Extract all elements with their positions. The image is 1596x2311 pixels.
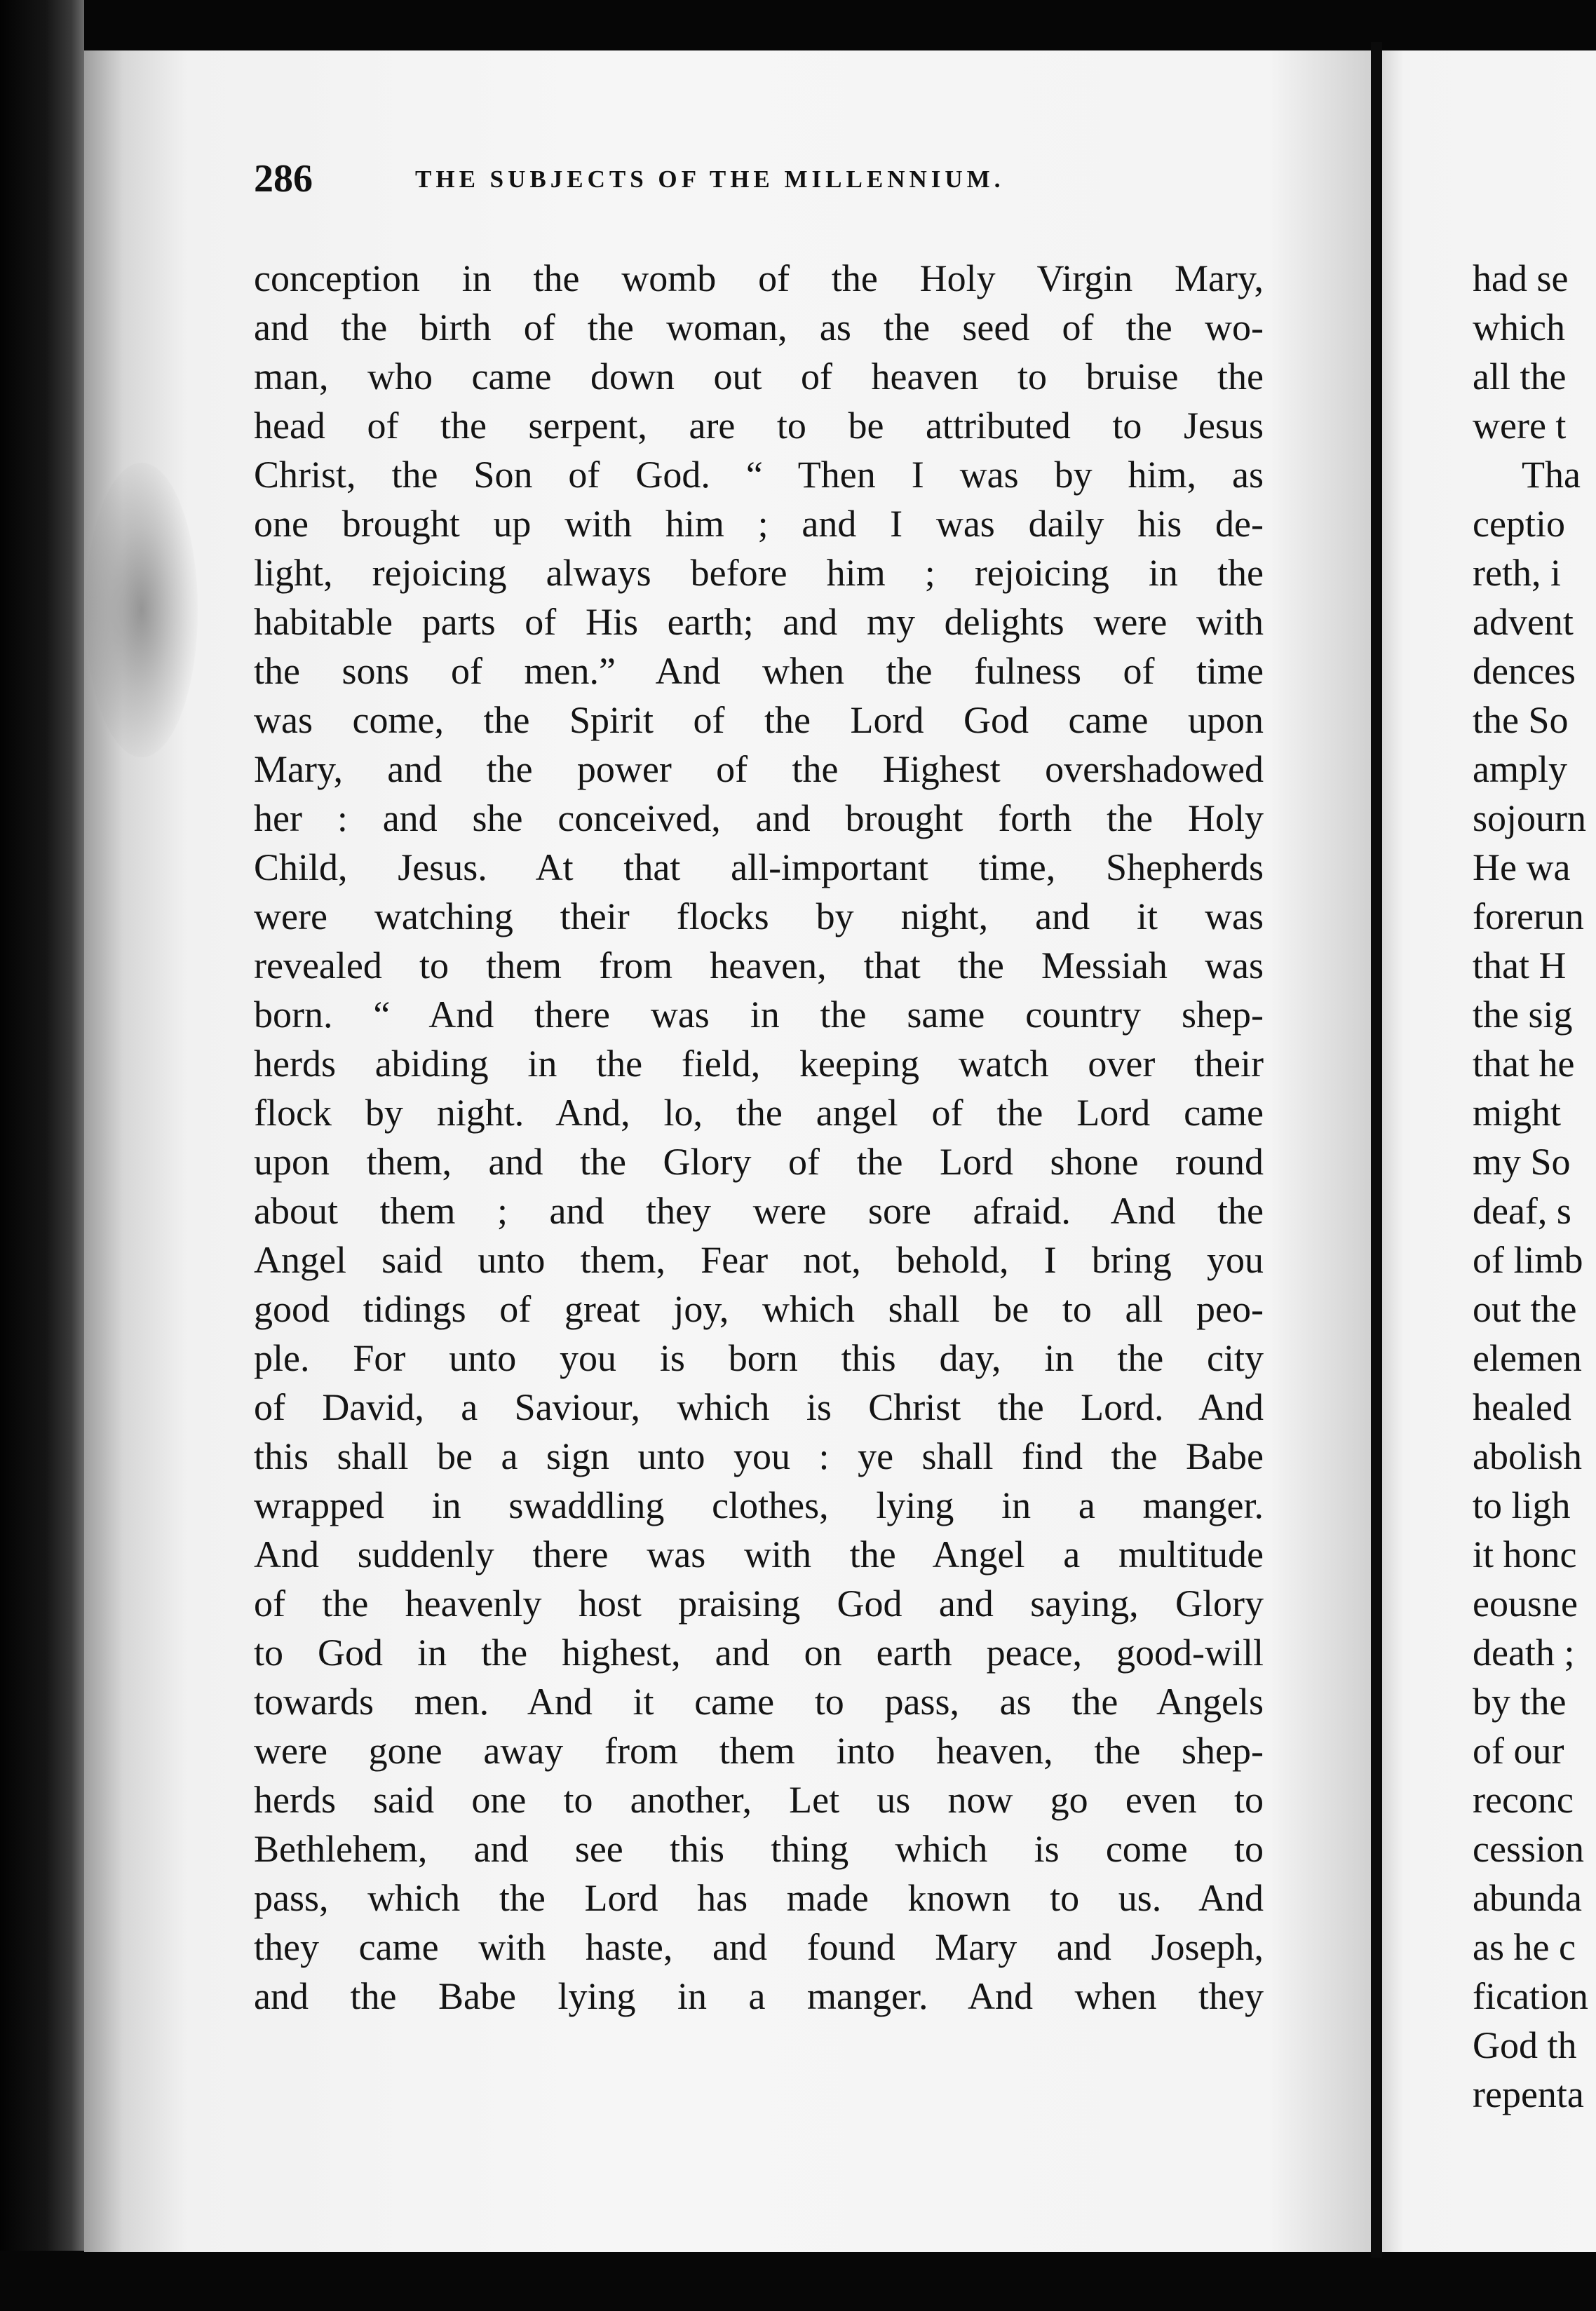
text-line: had se (1473, 257, 1569, 299)
text-line: towards men. And it came to pass, as the Angels (254, 1681, 1264, 1723)
scan-left-border (0, 0, 84, 2311)
text-line: about them ; and they were sore afraid. And the (254, 1190, 1264, 1232)
text-line: out the (1473, 1288, 1577, 1330)
text-line: Child, Jesus. At that all-important time, Shepherds (254, 846, 1264, 888)
text-line: Mary, and the power of the Highest overshadowed (254, 748, 1264, 790)
text-line: ple. For unto you is born this day, in the city (254, 1337, 1264, 1379)
left-column-text (254, 254, 1264, 2021)
text-line: abolish (1473, 1435, 1582, 1477)
text-line: forerun (1473, 895, 1584, 937)
text-line: elemen (1473, 1337, 1582, 1379)
text-line: And suddenly there was with the Angel a multitude (254, 1533, 1264, 1575)
text-line: that H (1473, 944, 1567, 987)
scan-bottom-border (0, 2251, 1596, 2311)
text-line: Angel said unto them, Fear not, behold, I bring you (254, 1239, 1264, 1281)
text-line: pass, which the Lord has made known to us. And (254, 1877, 1264, 1919)
text-line: her : and she conceived, and brought forth the Holy (254, 797, 1264, 839)
text-line: by the (1473, 1681, 1567, 1723)
text-line: death ; (1473, 1632, 1575, 1674)
right-column-text (1473, 254, 1596, 2119)
running-title: THE SUBJECTS OF THE MILLENNIUM. (415, 165, 1005, 193)
text-line: God th (1473, 2024, 1577, 2066)
text-line: repenta (1473, 2073, 1584, 2115)
text-line: of David, a Saviour, which is Christ the Lord. And (254, 1386, 1264, 1428)
text-line: herds said one to another, Let us now go even to (254, 1779, 1264, 1821)
text-line: to ligh (1473, 1484, 1571, 1526)
text-line: He wa (1473, 846, 1571, 888)
text-line: all the (1473, 355, 1567, 398)
text-line: this shall be a sign unto you : ye shall find the Babe (254, 1435, 1264, 1477)
text-line: and the Babe lying in a manger. And when they (254, 1975, 1264, 2017)
text-line: good tidings of great joy, which shall be to all peo- (254, 1288, 1264, 1330)
text-line: fication (1473, 1975, 1588, 2017)
text-line: Bethlehem, and see this thing which is come to (254, 1828, 1264, 1870)
page-number: 286 (254, 157, 313, 201)
text-line: the sons of men.” And when the fulness of time (254, 650, 1264, 692)
book-gutter (1371, 42, 1382, 2258)
text-line: man, who came down out of heaven to bruise the (254, 355, 1264, 398)
text-line: and the birth of the woman, as the seed of the wo- (254, 306, 1264, 348)
text-line: were gone away from them into heaven, the shep- (254, 1730, 1264, 1772)
text-line: abunda (1473, 1877, 1582, 1919)
text-line: of our (1473, 1730, 1564, 1772)
text-line: advent (1473, 601, 1574, 643)
text-line: as he c (1473, 1926, 1576, 1968)
text-line: sojourn (1473, 797, 1586, 839)
text-line: was come, the Spirit of the Lord God came upon (254, 699, 1264, 741)
text-line: wrapped in swaddling clothes, lying in a manger. (254, 1484, 1264, 1526)
text-line: Christ, the Son of God. “ Then I was by him, as (254, 454, 1264, 496)
text-line: revealed to them from heaven, that the Messiah was (254, 944, 1264, 987)
text-line: reconc (1473, 1779, 1574, 1821)
text-line: reth, i (1473, 552, 1561, 594)
text-line: they came with haste, and found Mary and Joseph, (254, 1926, 1264, 1968)
text-line: that he (1473, 1043, 1575, 1085)
text-line: were t (1473, 405, 1567, 447)
text-line: my So (1473, 1141, 1571, 1183)
text-line: the sig (1473, 994, 1573, 1036)
paper-stain (86, 463, 198, 757)
text-line: born. “ And there was in the same country shep- (254, 994, 1264, 1036)
text-line: upon them, and the Glory of the Lord shone round (254, 1141, 1264, 1183)
text-line: habitable parts of His earth; and my delights were with (254, 601, 1264, 643)
text-line: conception in the womb of the Holy Virgin Mary, (254, 257, 1264, 299)
text-line: of limb (1473, 1239, 1583, 1281)
text-line: amply (1473, 748, 1567, 790)
text-line: herds abiding in the field, keeping watch over their (254, 1043, 1264, 1085)
text-line: might (1473, 1092, 1562, 1134)
text-line: head of the serpent, are to be attributed to Jesus (254, 405, 1264, 447)
text-line: flock by night. And, lo, the angel of the Lord came (254, 1092, 1264, 1134)
text-line: ceptio (1473, 503, 1565, 545)
page-header (254, 156, 1264, 202)
text-line: cession (1473, 1828, 1584, 1870)
text-line: it honc (1473, 1533, 1577, 1575)
text-line: were watching their flocks by night, and it was (254, 895, 1264, 937)
text-line: the So (1473, 699, 1569, 741)
text-line: of the heavenly host praising God and saying, Glory (254, 1583, 1264, 1625)
text-line: dences (1473, 650, 1576, 692)
text-line: eousne (1473, 1583, 1578, 1625)
text-line: healed (1473, 1386, 1571, 1428)
text-line: which (1473, 306, 1565, 348)
scan-top-border (0, 0, 1596, 50)
text-line: one brought up with him ; and I was daily his de- (254, 503, 1264, 545)
text-line: to God in the highest, and on earth peace, good-will (254, 1632, 1264, 1674)
text-line: light, rejoicing always before him ; rejoicing in the (254, 552, 1264, 594)
text-line: deaf, s (1473, 1190, 1571, 1232)
text-line: Tha (1522, 454, 1581, 496)
